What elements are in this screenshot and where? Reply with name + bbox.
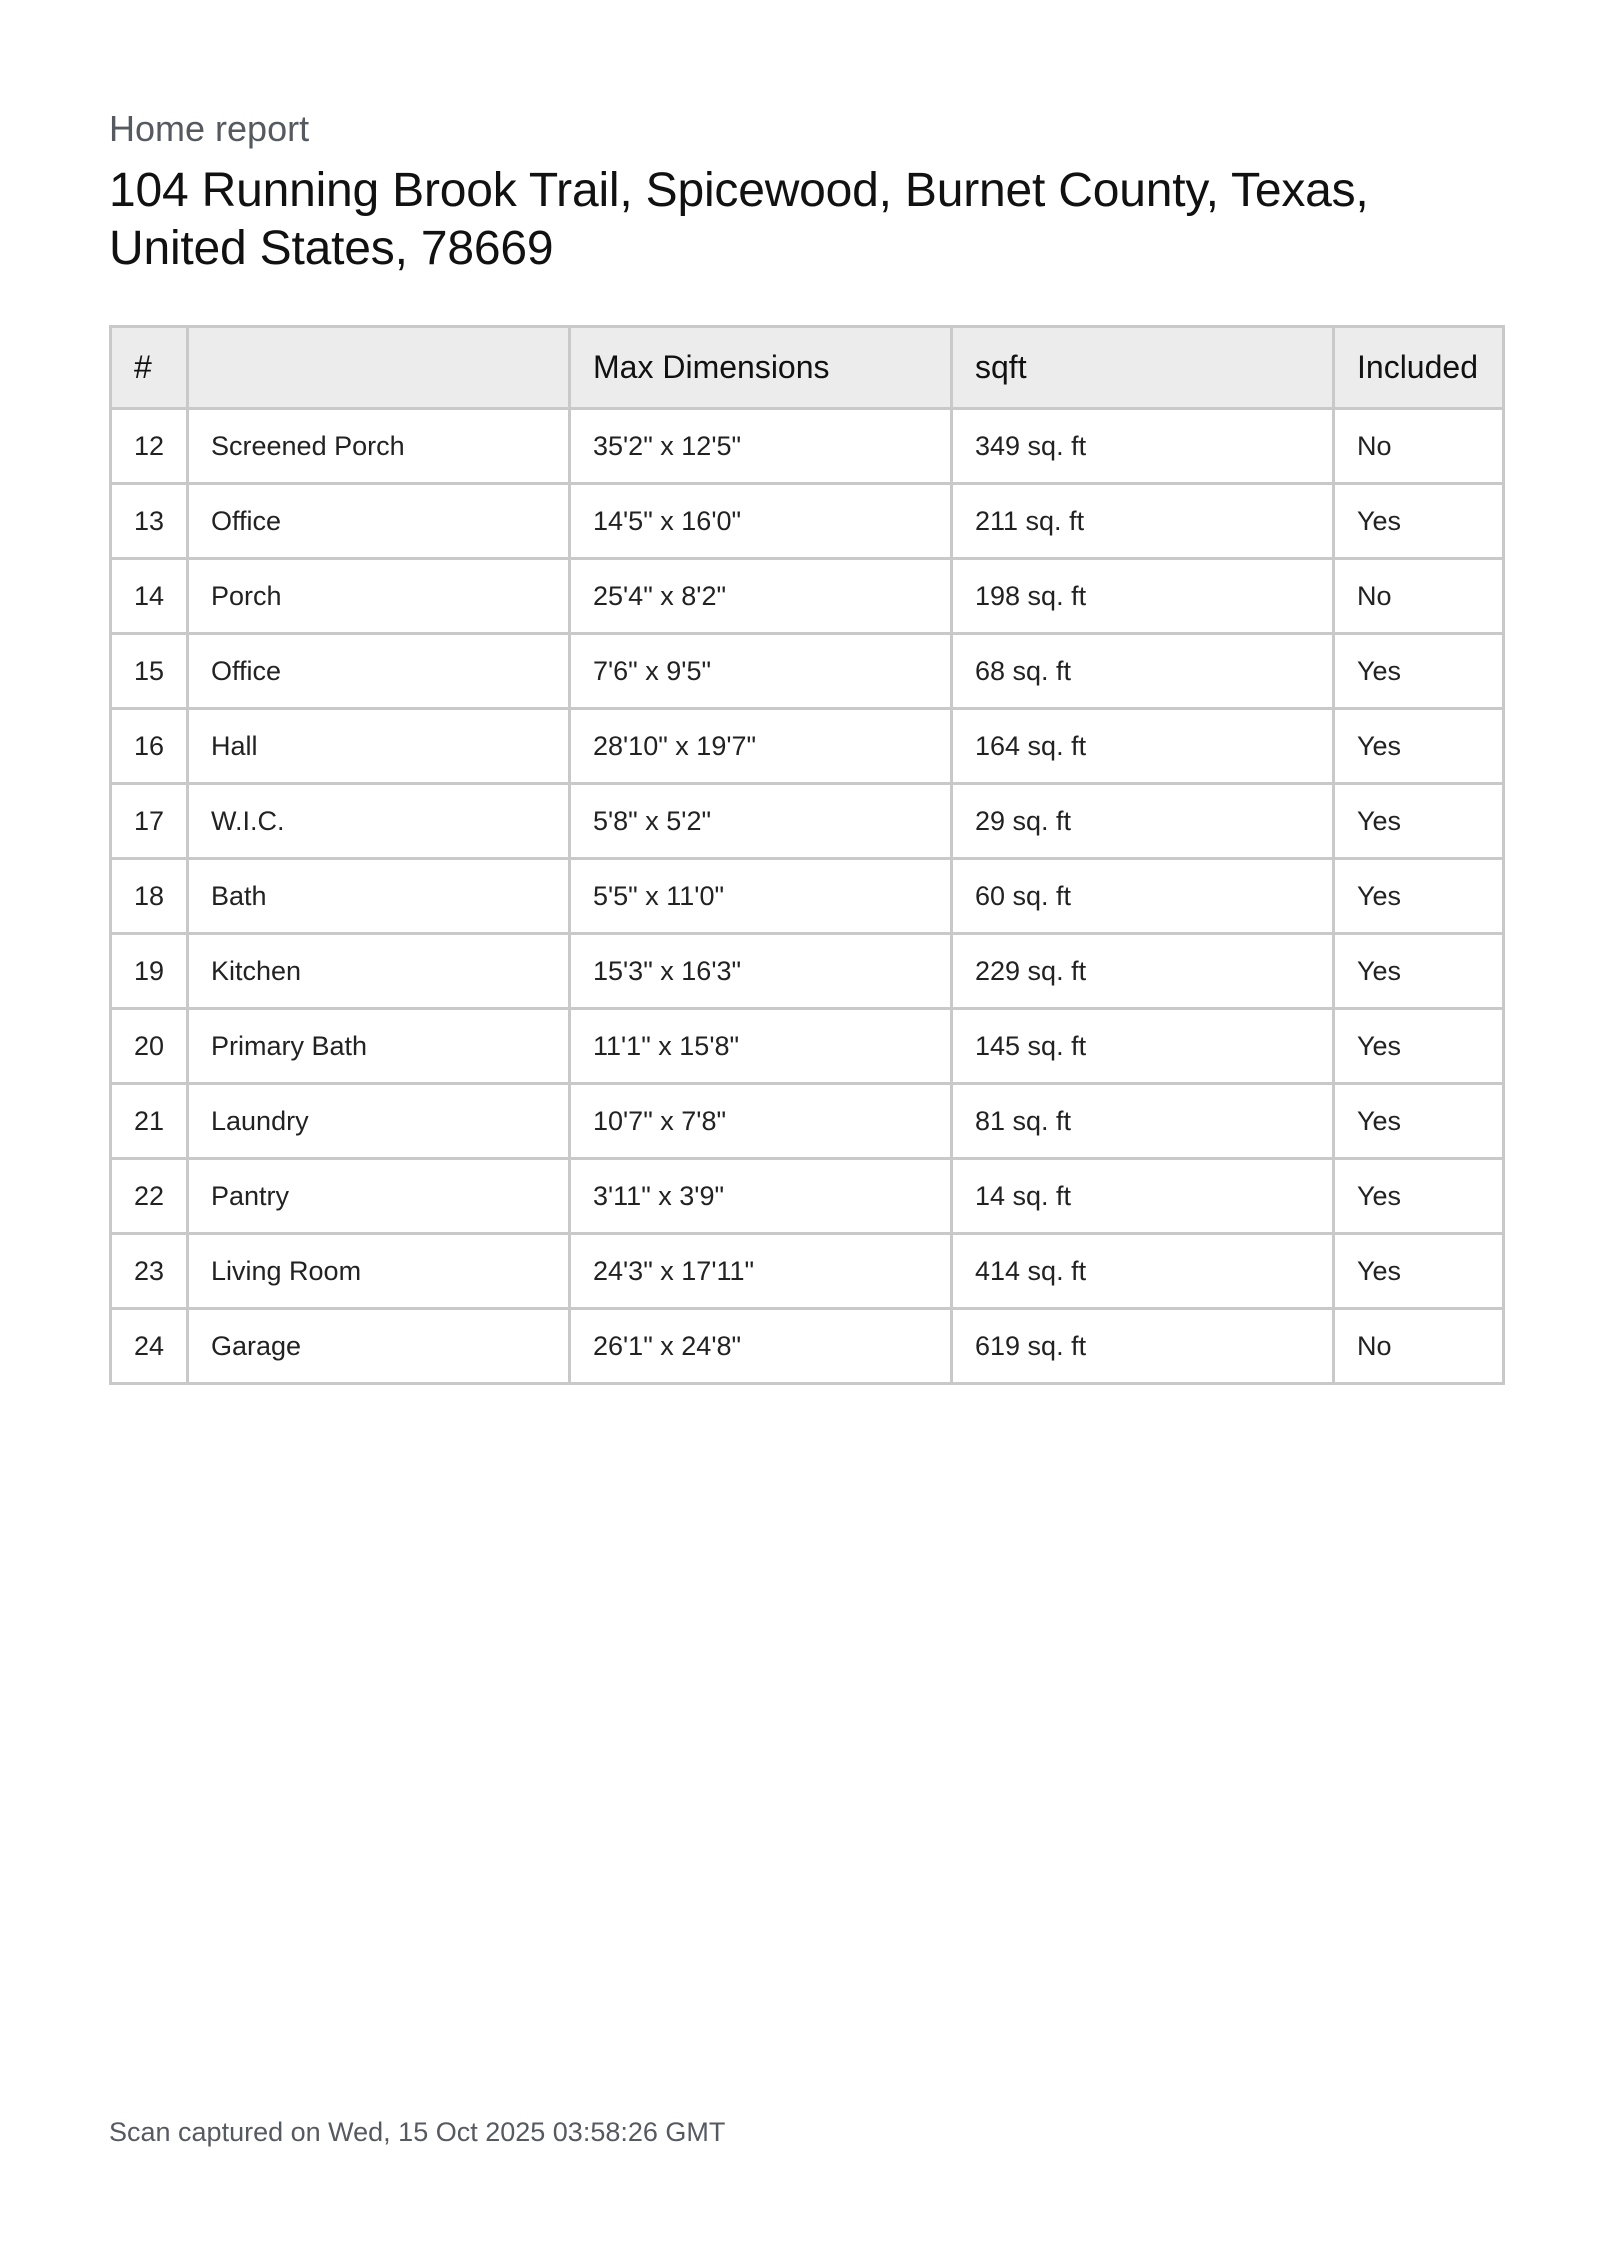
table-row (111, 934, 1504, 1009)
cell-area: 211 sq. ft (952, 484, 1334, 559)
cell-included: Yes (1334, 859, 1504, 934)
cell-area: 349 sq. ft (952, 409, 1334, 484)
report-subtitle: Home report (109, 108, 310, 149)
cell-included: Yes (1334, 484, 1504, 559)
cell-room-name: Porch (188, 559, 570, 634)
cell-included: Yes (1334, 1009, 1504, 1084)
cell-included: Yes (1334, 1159, 1504, 1234)
table-row (111, 559, 1504, 634)
table-row (111, 784, 1504, 859)
cell-area: 619 sq. ft (952, 1309, 1334, 1384)
cell-room-name: W.I.C. (188, 784, 570, 859)
cell-room-name: Laundry (188, 1084, 570, 1159)
cell-room-name: Hall (188, 709, 570, 784)
cell-number: 19 (111, 934, 188, 1009)
cell-included: No (1334, 559, 1504, 634)
cell-included: Yes (1334, 784, 1504, 859)
cell-number: 16 (111, 709, 188, 784)
column-header-area: sqft (952, 327, 1334, 409)
cell-dimensions: 14'5" x 16'0" (570, 484, 952, 559)
cell-number: 13 (111, 484, 188, 559)
cell-included: Yes (1334, 934, 1504, 1009)
cell-number: 18 (111, 859, 188, 934)
cell-area: 29 sq. ft (952, 784, 1334, 859)
cell-dimensions: 28'10" x 19'7" (570, 709, 952, 784)
cell-included: Yes (1334, 634, 1504, 709)
column-header-dimensions: Max Dimensions (570, 327, 952, 409)
cell-included: Yes (1334, 1084, 1504, 1159)
cell-room-name: Garage (188, 1309, 570, 1384)
table-row (111, 859, 1504, 934)
table-row (111, 1009, 1504, 1084)
cell-room-name: Bath (188, 859, 570, 934)
table-row (111, 1309, 1504, 1384)
table-header (111, 327, 1504, 409)
cell-room-name: Office (188, 634, 570, 709)
cell-number: 17 (111, 784, 188, 859)
cell-dimensions: 7'6" x 9'5" (570, 634, 952, 709)
column-header-included: Included (1334, 327, 1504, 409)
cell-number: 20 (111, 1009, 188, 1084)
cell-area: 198 sq. ft (952, 559, 1334, 634)
cell-included: Yes (1334, 709, 1504, 784)
cell-included: Yes (1334, 1234, 1504, 1309)
column-header-name (188, 327, 570, 409)
table-row (111, 1084, 1504, 1159)
cell-area: 14 sq. ft (952, 1159, 1334, 1234)
cell-number: 22 (111, 1159, 188, 1234)
cell-area: 68 sq. ft (952, 634, 1334, 709)
cell-dimensions: 5'5" x 11'0" (570, 859, 952, 934)
cell-number: 14 (111, 559, 188, 634)
cell-room-name: Pantry (188, 1159, 570, 1234)
cell-dimensions: 24'3" x 17'11" (570, 1234, 952, 1309)
table-row (111, 634, 1504, 709)
cell-room-name: Primary Bath (188, 1009, 570, 1084)
cell-area: 164 sq. ft (952, 709, 1334, 784)
cell-dimensions: 15'3" x 16'3" (570, 934, 952, 1009)
cell-dimensions: 11'1" x 15'8" (570, 1009, 952, 1084)
table-row (111, 709, 1504, 784)
table-row (111, 409, 1504, 484)
cell-included: No (1334, 409, 1504, 484)
cell-number: 21 (111, 1084, 188, 1159)
cell-number: 23 (111, 1234, 188, 1309)
cell-number: 12 (111, 409, 188, 484)
cell-area: 81 sq. ft (952, 1084, 1334, 1159)
table-header-row (111, 327, 1504, 409)
cell-dimensions: 10'7" x 7'8" (570, 1084, 952, 1159)
cell-included: No (1334, 1309, 1504, 1384)
cell-room-name: Office (188, 484, 570, 559)
table-body (111, 409, 1504, 1384)
table-row (111, 1159, 1504, 1234)
table-row (111, 484, 1504, 559)
cell-dimensions: 35'2" x 12'5" (570, 409, 952, 484)
cell-dimensions: 25'4" x 8'2" (570, 559, 952, 634)
cell-area: 414 sq. ft (952, 1234, 1334, 1309)
cell-dimensions: 26'1" x 24'8" (570, 1309, 952, 1384)
cell-number: 24 (111, 1309, 188, 1384)
cell-number: 15 (111, 634, 188, 709)
scan-timestamp: Scan captured on Wed, 15 Oct 2025 03:58:26 GMT (109, 2117, 726, 2147)
column-header-number: # (111, 327, 188, 409)
cell-area: 229 sq. ft (952, 934, 1334, 1009)
cell-area: 145 sq. ft (952, 1009, 1334, 1084)
page-title: 104 Running Brook Trail, Spicewood, Burnet County, Texas, United States, 78669 (109, 164, 1369, 275)
table-row (111, 1234, 1504, 1309)
cell-room-name: Screened Porch (188, 409, 570, 484)
cell-room-name: Living Room (188, 1234, 570, 1309)
cell-dimensions: 3'11" x 3'9" (570, 1159, 952, 1234)
cell-area: 60 sq. ft (952, 859, 1334, 934)
cell-dimensions: 5'8" x 5'2" (570, 784, 952, 859)
rooms-table (109, 325, 1505, 1385)
cell-room-name: Kitchen (188, 934, 570, 1009)
